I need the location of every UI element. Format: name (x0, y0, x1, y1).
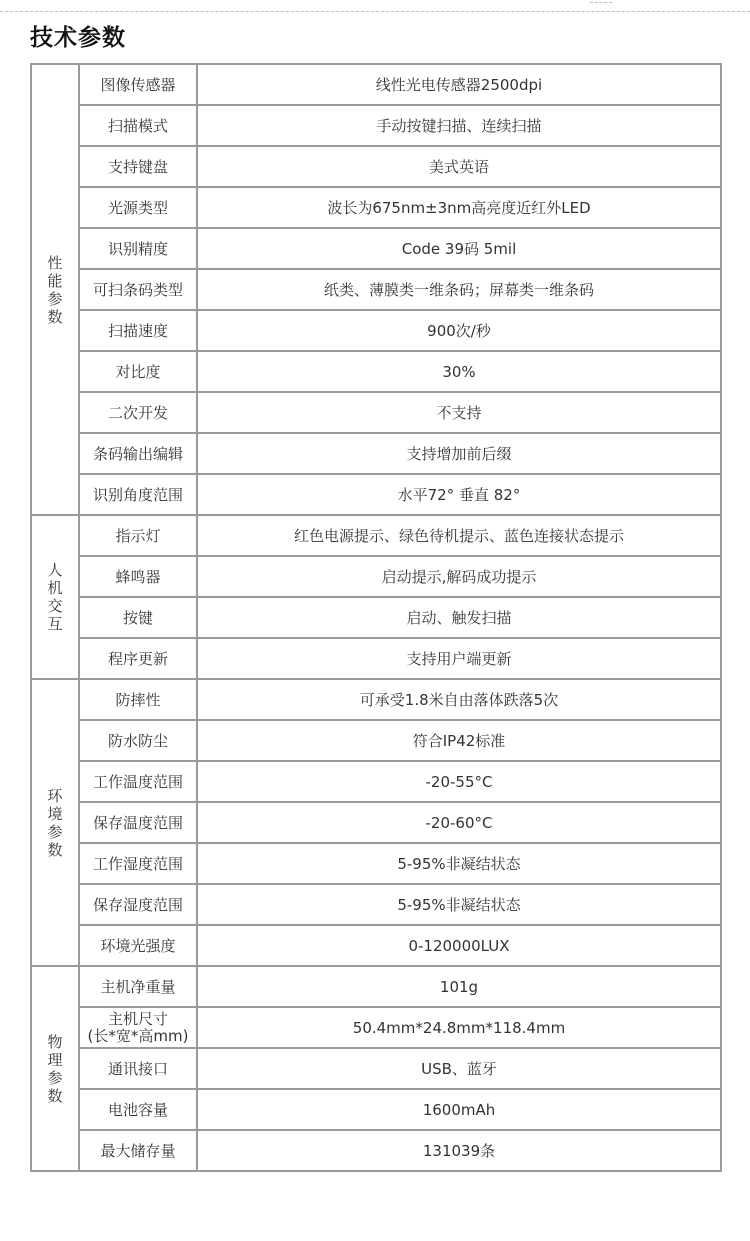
param-name-cell: 通讯接口 (79, 1048, 197, 1089)
param-name-cell: 指示灯 (79, 515, 197, 556)
param-name-cell: 工作湿度范围 (79, 843, 197, 884)
param-name-sub: (长*宽*高mm) (87, 1026, 189, 1045)
param-value-cell: 30% (197, 351, 721, 392)
param-name-cell: 图像传感器 (79, 64, 197, 105)
table-row (31, 884, 721, 925)
param-value-cell: -20-55°C (197, 761, 721, 802)
param-name-cell: 主机净重量 (79, 966, 197, 1007)
param-value-cell: 红色电源提示、绿色待机提示、蓝色连接状态提示 (197, 515, 721, 556)
table-row (31, 515, 721, 556)
param-name-cell: 环境光强度 (79, 925, 197, 966)
param-value-cell: 131039条 (197, 1130, 721, 1171)
table-row (31, 843, 721, 884)
table-row (31, 638, 721, 679)
table-row (31, 1007, 721, 1048)
table-row (31, 433, 721, 474)
param-value-cell: 5-95%非凝结状态 (197, 884, 721, 925)
table-row (31, 1089, 721, 1130)
group-label-char: 理 (47, 1050, 63, 1069)
param-name-cell: 支持键盘 (79, 146, 197, 187)
group-label-char: 环 (47, 786, 63, 805)
group-label-char: 数 (47, 307, 63, 326)
param-value-cell: 美式英语 (197, 146, 721, 187)
param-name-cell: 扫描速度 (79, 310, 197, 351)
group-label-char: 性 (47, 253, 63, 272)
spec-table-body (31, 64, 721, 1171)
param-value-cell: 1600mAh (197, 1089, 721, 1130)
param-value-cell: 支持用户端更新 (197, 638, 721, 679)
param-value-cell: 线性光电传感器2500dpi (197, 64, 721, 105)
table-row (31, 556, 721, 597)
group-label-char: 数 (47, 1086, 63, 1105)
param-value-cell: 手动按键扫描、连续扫描 (197, 105, 721, 146)
param-name-cell: 蜂鸣器 (79, 556, 197, 597)
table-row (31, 187, 721, 228)
param-value-cell: USB、蓝牙 (197, 1048, 721, 1089)
param-value-cell: 101g (197, 966, 721, 1007)
param-value-cell: 启动、触发扫描 (197, 597, 721, 638)
table-row (31, 966, 721, 1007)
table-row (31, 392, 721, 433)
param-name: 主机尺寸 (107, 1009, 168, 1028)
table-row (31, 597, 721, 638)
param-name-cell: 识别精度 (79, 228, 197, 269)
group-label-char: 能 (47, 271, 63, 290)
param-value-cell: Code 39码 5mil (197, 228, 721, 269)
param-value-cell: 纸类、薄膜类一维条码；屏幕类一维条码 (197, 269, 721, 310)
group-label-char: 参 (47, 289, 63, 308)
group-label-char: 参 (47, 1068, 63, 1087)
param-name-cell: 按键 (79, 597, 197, 638)
param-name-cell (79, 1007, 197, 1048)
table-row (31, 1130, 721, 1171)
param-value-cell: 波长为675nm±3nm高亮度近红外LED (197, 187, 721, 228)
table-row (31, 679, 721, 720)
table-row (31, 925, 721, 966)
table-row (31, 720, 721, 761)
group-label-char: 境 (47, 804, 63, 823)
group-label-char: 互 (47, 615, 63, 633)
param-name-cell: 可扫条码类型 (79, 269, 197, 310)
param-value-cell: 水平72° 垂直 82° (197, 474, 721, 515)
page-title: 技术参数 (30, 25, 126, 51)
param-name-cell: 防摔性 (79, 679, 197, 720)
param-value-cell: 900次/秒 (197, 310, 721, 351)
group-label-char: 交 (47, 597, 63, 615)
param-value-cell: 符合IP42标准 (197, 720, 721, 761)
param-name-cell: 对比度 (79, 351, 197, 392)
group-label (31, 966, 79, 1171)
table-row (31, 64, 721, 105)
param-value-cell: 启动提示,解码成功提示 (197, 556, 721, 597)
param-value-cell: 50.4mm*24.8mm*118.4mm (197, 1007, 721, 1048)
table-row (31, 802, 721, 843)
param-name-cell: 识别角度范围 (79, 474, 197, 515)
param-name-cell: 电池容量 (79, 1089, 197, 1130)
table-row (31, 228, 721, 269)
top-dash-mark (590, 2, 612, 3)
param-name-cell: 防水防尘 (79, 720, 197, 761)
param-name-cell: 最大储存量 (79, 1130, 197, 1171)
group-label-char: 机 (47, 579, 63, 597)
table-row (31, 146, 721, 187)
param-value-cell: -20-60°C (197, 802, 721, 843)
param-name-cell: 二次开发 (79, 392, 197, 433)
spec-table (30, 63, 722, 1172)
group-label-char: 人 (47, 561, 63, 579)
group-label (31, 64, 79, 515)
group-label (31, 515, 79, 679)
param-name-cell: 工作温度范围 (79, 761, 197, 802)
group-label-char: 参 (47, 822, 63, 841)
param-name-cell: 保存湿度范围 (79, 884, 197, 925)
param-name-cell: 程序更新 (79, 638, 197, 679)
param-value-cell: 5-95%非凝结状态 (197, 843, 721, 884)
group-label-char: 数 (47, 840, 63, 859)
table-row (31, 474, 721, 515)
param-value-cell: 0-120000LUX (197, 925, 721, 966)
table-row (31, 1048, 721, 1089)
table-row (31, 105, 721, 146)
group-label-char: 物 (47, 1032, 63, 1051)
param-value-cell: 不支持 (197, 392, 721, 433)
table-row (31, 761, 721, 802)
group-label (31, 679, 79, 966)
param-name-cell: 保存温度范围 (79, 802, 197, 843)
param-value-cell: 支持增加前后缀 (197, 433, 721, 474)
param-name-cell: 扫描模式 (79, 105, 197, 146)
top-dashed-divider (0, 11, 750, 12)
table-row (31, 310, 721, 351)
table-row (31, 269, 721, 310)
table-row (31, 351, 721, 392)
param-name-cell: 条码输出编辑 (79, 433, 197, 474)
param-name-cell: 光源类型 (79, 187, 197, 228)
param-value-cell: 可承受1.8米自由落体跌落5次 (197, 679, 721, 720)
